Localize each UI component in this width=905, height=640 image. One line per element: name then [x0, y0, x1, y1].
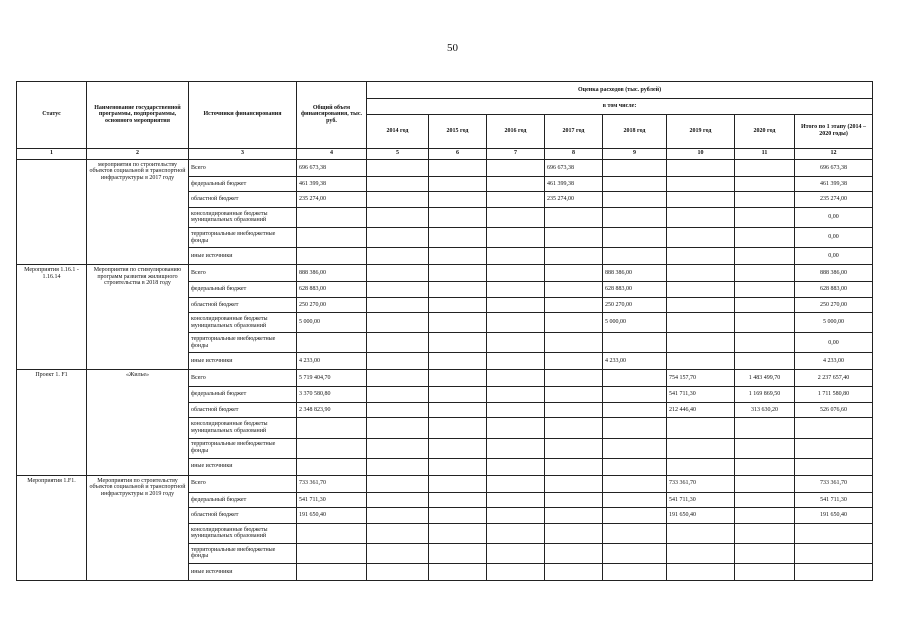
amount-stage: 733 361,70 [795, 475, 873, 492]
col-number: 12 [795, 148, 873, 159]
amount-y2019 [667, 418, 735, 438]
amount-y2015 [429, 418, 487, 438]
col-number: 4 [297, 148, 367, 159]
amount-y2019 [667, 333, 735, 353]
header-total: Общий объем финансирования, тыс. руб. [297, 82, 367, 149]
amount-stage [795, 418, 873, 438]
amount-y2017 [545, 475, 603, 492]
col-number: 2 [87, 148, 189, 159]
amount-y2017 [545, 543, 603, 563]
amount-y2020 [735, 297, 795, 313]
funding-source: иные источники [189, 563, 297, 580]
funding-source: Всего [189, 159, 297, 176]
header-year-2017: 2017 год [545, 114, 603, 148]
funding-source: Всего [189, 475, 297, 492]
amount-total: 4 233,00 [297, 353, 367, 370]
amount-stage: 0,00 [795, 228, 873, 248]
amount-y2015 [429, 438, 487, 458]
table-row [17, 159, 873, 176]
amount-y2018: 628 883,00 [603, 282, 667, 298]
table-row [17, 370, 873, 387]
amount-y2020 [735, 176, 795, 192]
amount-y2020 [735, 313, 795, 333]
amount-y2019: 754 157,70 [667, 370, 735, 387]
amount-y2018: 888 386,00 [603, 265, 667, 282]
amount-stage: 0,00 [795, 333, 873, 353]
amount-y2014 [367, 563, 429, 580]
column-number-row [17, 148, 873, 159]
amount-y2016 [487, 313, 545, 333]
header-year-2014: 2014 год [367, 114, 429, 148]
header-year-2016: 2016 год [487, 114, 545, 148]
budget-table [16, 81, 873, 581]
amount-y2014 [367, 159, 429, 176]
funding-source: консолидированные бюджеты муниципальных образований [189, 418, 297, 438]
amount-y2019 [667, 438, 735, 458]
amount-total: 2 348 823,90 [297, 402, 367, 418]
amount-y2015 [429, 492, 487, 508]
amount-stage: 1 711 580,80 [795, 387, 873, 403]
amount-stage: 2 237 657,40 [795, 370, 873, 387]
amount-y2014 [367, 313, 429, 333]
amount-y2020: 313 630,20 [735, 402, 795, 418]
amount-y2015 [429, 353, 487, 370]
group-name: Мероприятия по стимулированию программ развития жилищного строительства в 2018 году [87, 265, 189, 370]
amount-y2018 [603, 387, 667, 403]
amount-y2016 [487, 228, 545, 248]
amount-y2014 [367, 508, 429, 524]
amount-y2019 [667, 192, 735, 208]
table-row [17, 265, 873, 282]
amount-y2018 [603, 207, 667, 227]
funding-source: консолидированные бюджеты муниципальных образований [189, 313, 297, 333]
amount-y2020: 1 483 499,70 [735, 370, 795, 387]
amount-y2016 [487, 402, 545, 418]
amount-y2019: 191 650,40 [667, 508, 735, 524]
amount-y2017 [545, 563, 603, 580]
amount-y2020 [735, 475, 795, 492]
amount-total [297, 228, 367, 248]
amount-y2019 [667, 297, 735, 313]
amount-stage: 5 000,00 [795, 313, 873, 333]
amount-y2016 [487, 333, 545, 353]
funding-source: федеральный бюджет [189, 492, 297, 508]
amount-y2020 [735, 438, 795, 458]
amount-y2015 [429, 508, 487, 524]
amount-y2014 [367, 192, 429, 208]
amount-y2020 [735, 543, 795, 563]
group-name: мероприятия по строительству объектов социальной и транспортной инфраструктуры в 2017 году [87, 159, 189, 264]
amount-y2016 [487, 297, 545, 313]
amount-y2020 [735, 458, 795, 475]
funding-source: областной бюджет [189, 402, 297, 418]
amount-y2017 [545, 508, 603, 524]
amount-y2020 [735, 353, 795, 370]
amount-y2020 [735, 192, 795, 208]
amount-y2016 [487, 248, 545, 265]
amount-y2018: 250 270,00 [603, 297, 667, 313]
amount-y2015 [429, 248, 487, 265]
amount-y2017: 235 274,00 [545, 192, 603, 208]
amount-y2014 [367, 353, 429, 370]
amount-y2020 [735, 418, 795, 438]
amount-y2016 [487, 543, 545, 563]
amount-y2016 [487, 370, 545, 387]
amount-total: 733 361,70 [297, 475, 367, 492]
amount-y2015 [429, 458, 487, 475]
amount-y2016 [487, 438, 545, 458]
amount-y2014 [367, 458, 429, 475]
amount-y2016 [487, 265, 545, 282]
amount-y2016 [487, 192, 545, 208]
amount-stage [795, 543, 873, 563]
amount-y2015 [429, 475, 487, 492]
amount-total [297, 438, 367, 458]
amount-y2017 [545, 228, 603, 248]
col-number: 5 [367, 148, 429, 159]
funding-source: федеральный бюджет [189, 282, 297, 298]
amount-y2015 [429, 313, 487, 333]
amount-y2016 [487, 282, 545, 298]
amount-total [297, 543, 367, 563]
amount-y2015 [429, 228, 487, 248]
amount-y2016 [487, 563, 545, 580]
amount-stage [795, 458, 873, 475]
col-number: 3 [189, 148, 297, 159]
amount-total: 5 000,00 [297, 313, 367, 333]
funding-source: иные источники [189, 353, 297, 370]
header-status: Статус [17, 82, 87, 149]
col-number: 9 [603, 148, 667, 159]
amount-total [297, 563, 367, 580]
amount-y2017 [545, 370, 603, 387]
amount-stage: 0,00 [795, 207, 873, 227]
amount-y2014 [367, 282, 429, 298]
funding-source: иные источники [189, 248, 297, 265]
amount-total: 250 270,00 [297, 297, 367, 313]
amount-y2015 [429, 387, 487, 403]
group-status: Проект 1. F1 [17, 370, 87, 475]
amount-y2014 [367, 265, 429, 282]
funding-source: территориальные внебюджетные фонды [189, 333, 297, 353]
amount-stage: 888 386,00 [795, 265, 873, 282]
amount-y2017 [545, 492, 603, 508]
amount-y2018 [603, 458, 667, 475]
amount-stage: 696 673,38 [795, 159, 873, 176]
amount-y2020 [735, 508, 795, 524]
amount-y2020 [735, 523, 795, 543]
amount-y2018 [603, 176, 667, 192]
amount-y2017: 696 673,38 [545, 159, 603, 176]
amount-y2017 [545, 523, 603, 543]
amount-y2018 [603, 523, 667, 543]
amount-y2015 [429, 543, 487, 563]
amount-total: 888 386,00 [297, 265, 367, 282]
funding-source: областной бюджет [189, 297, 297, 313]
amount-y2019 [667, 265, 735, 282]
amount-y2015 [429, 265, 487, 282]
amount-y2014 [367, 333, 429, 353]
amount-y2017 [545, 418, 603, 438]
amount-y2018 [603, 475, 667, 492]
amount-y2019: 212 446,40 [667, 402, 735, 418]
amount-y2017 [545, 265, 603, 282]
amount-y2018: 4 233,00 [603, 353, 667, 370]
amount-y2017 [545, 458, 603, 475]
amount-y2017 [545, 282, 603, 298]
amount-y2017 [545, 387, 603, 403]
amount-total: 541 711,30 [297, 492, 367, 508]
amount-y2019 [667, 543, 735, 563]
amount-y2014 [367, 475, 429, 492]
group-name: Мероприятия по строительству объектов социальной и транспортной инфраструктуры в 2019 году [87, 475, 189, 580]
col-number: 7 [487, 148, 545, 159]
amount-y2018 [603, 508, 667, 524]
amount-stage: 526 076,60 [795, 402, 873, 418]
amount-y2020 [735, 248, 795, 265]
amount-y2020 [735, 207, 795, 227]
amount-total [297, 333, 367, 353]
amount-stage: 461 399,38 [795, 176, 873, 192]
funding-source: территориальные внебюджетные фонды [189, 438, 297, 458]
amount-total: 191 650,40 [297, 508, 367, 524]
amount-y2018 [603, 438, 667, 458]
amount-y2020 [735, 333, 795, 353]
amount-total: 628 883,00 [297, 282, 367, 298]
funding-source: консолидированные бюджеты муниципальных образований [189, 207, 297, 227]
amount-total: 3 370 580,80 [297, 387, 367, 403]
amount-stage: 4 233,00 [795, 353, 873, 370]
amount-y2018: 5 000,00 [603, 313, 667, 333]
amount-y2019: 541 711,30 [667, 387, 735, 403]
amount-y2014 [367, 523, 429, 543]
amount-stage: 628 883,00 [795, 282, 873, 298]
header-estimate: Оценка расходов (тыс. рублей) [367, 82, 873, 99]
amount-stage: 235 274,00 [795, 192, 873, 208]
amount-y2020 [735, 159, 795, 176]
col-number: 10 [667, 148, 735, 159]
amount-y2019 [667, 523, 735, 543]
amount-y2018 [603, 543, 667, 563]
header-year-2018: 2018 год [603, 114, 667, 148]
amount-y2016 [487, 353, 545, 370]
amount-y2014 [367, 492, 429, 508]
table-row [17, 475, 873, 492]
header-year-2019: 2019 год [667, 114, 735, 148]
amount-stage [795, 563, 873, 580]
col-number: 8 [545, 148, 603, 159]
amount-y2019 [667, 313, 735, 333]
amount-y2016 [487, 387, 545, 403]
amount-y2015 [429, 192, 487, 208]
amount-total [297, 418, 367, 438]
amount-y2020 [735, 228, 795, 248]
amount-y2020: 1 169 869,50 [735, 387, 795, 403]
amount-y2019: 733 361,70 [667, 475, 735, 492]
funding-source: территориальные внебюджетные фонды [189, 543, 297, 563]
amount-total: 235 274,00 [297, 192, 367, 208]
funding-source: территориальные внебюджетные фонды [189, 228, 297, 248]
amount-y2016 [487, 159, 545, 176]
funding-source: федеральный бюджет [189, 387, 297, 403]
amount-y2016 [487, 458, 545, 475]
amount-y2018 [603, 563, 667, 580]
amount-y2015 [429, 563, 487, 580]
header-name: Наименование государственной программы, подпрограммы, основного мероприятия [87, 82, 189, 149]
amount-y2019 [667, 353, 735, 370]
amount-y2014 [367, 543, 429, 563]
amount-y2020 [735, 282, 795, 298]
funding-source: федеральный бюджет [189, 176, 297, 192]
amount-total: 696 673,38 [297, 159, 367, 176]
amount-y2015 [429, 297, 487, 313]
amount-y2018 [603, 228, 667, 248]
amount-y2016 [487, 207, 545, 227]
page-number: 50 [447, 42, 458, 54]
amount-y2014 [367, 176, 429, 192]
header-year-2020: 2020 год [735, 114, 795, 148]
amount-total [297, 248, 367, 265]
amount-y2019: 541 711,30 [667, 492, 735, 508]
amount-stage: 0,00 [795, 248, 873, 265]
amount-y2014 [367, 387, 429, 403]
amount-y2017 [545, 438, 603, 458]
amount-stage [795, 523, 873, 543]
header-year-2015: 2015 год [429, 114, 487, 148]
amount-y2014 [367, 370, 429, 387]
amount-y2014 [367, 248, 429, 265]
amount-y2015 [429, 282, 487, 298]
amount-y2018 [603, 333, 667, 353]
amount-y2016 [487, 418, 545, 438]
funding-source: областной бюджет [189, 192, 297, 208]
funding-source: Всего [189, 370, 297, 387]
funding-source: областной бюджет [189, 508, 297, 524]
amount-y2019 [667, 282, 735, 298]
amount-y2019 [667, 248, 735, 265]
amount-y2016 [487, 508, 545, 524]
amount-stage [795, 438, 873, 458]
amount-y2016 [487, 176, 545, 192]
amount-y2015 [429, 370, 487, 387]
amount-stage: 250 270,00 [795, 297, 873, 313]
amount-total [297, 523, 367, 543]
amount-y2015 [429, 402, 487, 418]
amount-stage: 191 650,40 [795, 508, 873, 524]
amount-y2014 [367, 297, 429, 313]
amount-y2017: 461 399,38 [545, 176, 603, 192]
amount-y2017 [545, 402, 603, 418]
amount-y2016 [487, 475, 545, 492]
col-number: 6 [429, 148, 487, 159]
funding-source: иные источники [189, 458, 297, 475]
amount-y2019 [667, 176, 735, 192]
amount-y2015 [429, 523, 487, 543]
amount-y2018 [603, 402, 667, 418]
funding-source: Всего [189, 265, 297, 282]
amount-stage: 541 711,30 [795, 492, 873, 508]
amount-y2015 [429, 207, 487, 227]
amount-y2019 [667, 159, 735, 176]
amount-y2019 [667, 458, 735, 475]
amount-y2014 [367, 207, 429, 227]
group-name: «Жилье» [87, 370, 189, 475]
amount-y2014 [367, 228, 429, 248]
funding-source: консолидированные бюджеты муниципальных образований [189, 523, 297, 543]
amount-total: 461 399,38 [297, 176, 367, 192]
group-status: Мероприятия 1.F1. [17, 475, 87, 580]
amount-y2017 [545, 313, 603, 333]
amount-y2018 [603, 492, 667, 508]
amount-y2018 [603, 418, 667, 438]
header-including: в том числе: [367, 98, 873, 114]
amount-y2018 [603, 159, 667, 176]
amount-y2017 [545, 248, 603, 265]
amount-y2017 [545, 207, 603, 227]
header-source: Источники финансирования [189, 82, 297, 149]
amount-y2017 [545, 297, 603, 313]
amount-y2016 [487, 492, 545, 508]
group-status: Мероприятия 1.16.1 - 1.16.14 [17, 265, 87, 370]
amount-y2020 [735, 265, 795, 282]
amount-total: 5 719 404,70 [297, 370, 367, 387]
amount-y2014 [367, 418, 429, 438]
amount-total [297, 458, 367, 475]
amount-y2015 [429, 176, 487, 192]
col-number: 1 [17, 148, 87, 159]
header-row-1 [17, 82, 873, 99]
amount-y2014 [367, 438, 429, 458]
amount-y2020 [735, 492, 795, 508]
header-stage-total: Итого по 1 этапу (2014 – 2020 годы) [795, 114, 873, 148]
amount-y2018 [603, 370, 667, 387]
amount-y2019 [667, 228, 735, 248]
amount-total [297, 207, 367, 227]
amount-y2019 [667, 563, 735, 580]
group-status [17, 159, 87, 264]
amount-y2019 [667, 207, 735, 227]
amount-y2017 [545, 333, 603, 353]
amount-y2018 [603, 192, 667, 208]
amount-y2015 [429, 159, 487, 176]
amount-y2014 [367, 402, 429, 418]
amount-y2020 [735, 563, 795, 580]
amount-y2018 [603, 248, 667, 265]
table-body [17, 82, 873, 581]
amount-y2015 [429, 333, 487, 353]
amount-y2017 [545, 353, 603, 370]
col-number: 11 [735, 148, 795, 159]
amount-y2016 [487, 523, 545, 543]
